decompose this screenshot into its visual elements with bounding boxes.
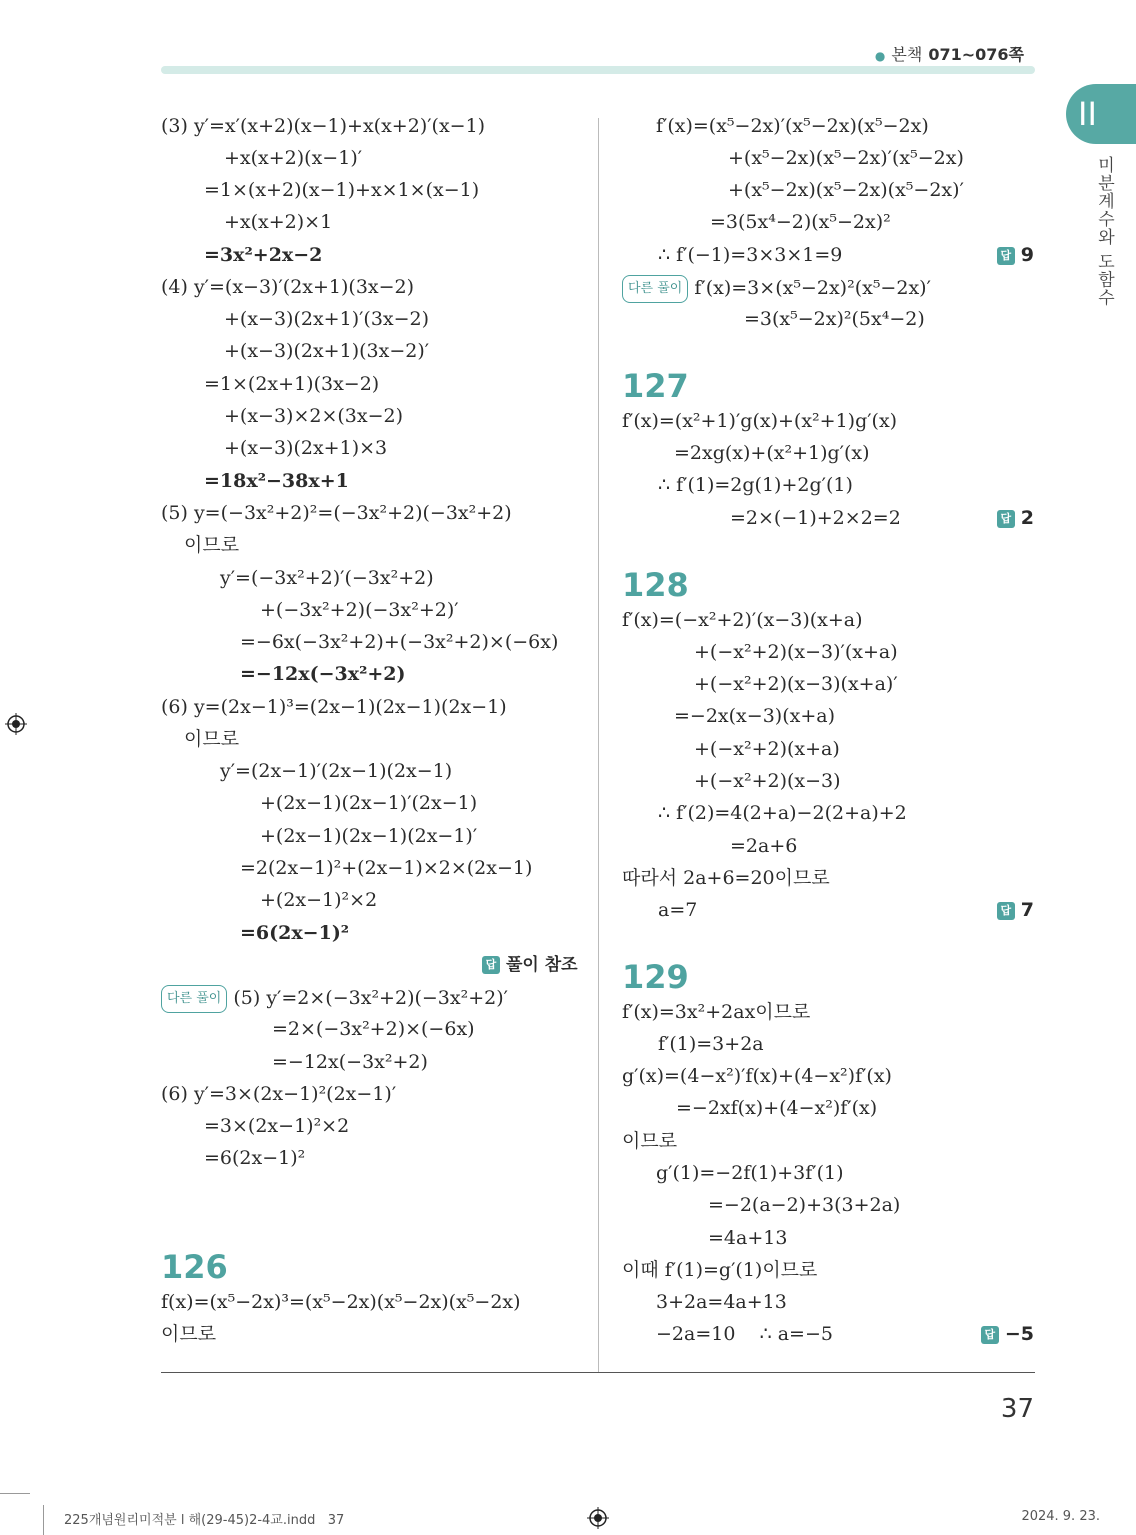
solution-line: (4) y′=(x−3)′(2x+1)(3x−2) [161,276,415,298]
solution-line: y′=(−3x²+2)′(−3x²+2) [220,567,434,589]
solution-line: =−6x(−3x²+2)+(−3x²+2)×(−6x) [240,631,559,653]
solution-line: 이때 f′(1)=g′(1)이므로 [622,1259,818,1281]
solution-result: =6(2x−1)² [240,922,350,944]
solution-line: =−2xf(x)+(4−x²)f′(x) [676,1097,878,1119]
solution-line: 이므로 [161,1323,217,1345]
crop-mark [43,1505,44,1535]
solution-line: a=7 [658,899,698,921]
solution-line: f(x)=(x⁵−2x)³=(x⁵−2x)(x⁵−2x)(x⁵−2x) [161,1291,521,1313]
alt-solution-line: =3(x⁵−2x)²(5x⁴−2) [744,308,925,330]
solution-line: =−2(a−2)+3(3+2a) [708,1194,901,1216]
answer-129: 답 −5 [981,1322,1034,1346]
answer-126: 답 9 [997,243,1034,267]
solution-line: =1×(2x+1)(3x−2) [204,373,380,395]
solution-line: +(x−3)×2×(3x−2) [224,405,404,427]
solution-line: ∴ f′(2)=4(2+a)−2(2+a)+2 [658,802,907,824]
alt-solution-line: =−12x(−3x²+2) [272,1051,428,1073]
solution-line: +(x−3)(2x+1)×3 [224,437,388,459]
solution-line: +(2x−1)²×2 [260,889,378,911]
ref-label: 본책 [891,45,923,64]
answer-icon: 답 [981,1326,999,1344]
chapter-tab: II [1066,84,1136,144]
problem-number-129: 129 [622,958,689,996]
page-number: 37 [1000,1394,1034,1424]
solution-line: ∴ f′(1)=2g(1)+2g′(1) [658,474,853,496]
answer-128: 답 7 [997,898,1034,922]
solution-line: ∴ f′(−1)=3×3×1=9 [658,244,843,266]
footer-date: 2024. 9. 23. [1021,1509,1100,1524]
solution-line: (6) y=(2x−1)³=(2x−1)(2x−1)(2x−1) [161,696,507,718]
answer-icon: 답 [997,902,1015,920]
solution-line: 따라서 2a+6=20이므로 [622,867,830,889]
solution-line: +x(x+2)×1 [224,211,333,233]
solution-line: f′(x)=(−x²+2)′(x−3)(x+a) [622,609,863,631]
ref-pages: 071~076쪽 [928,45,1024,64]
alt-solution-line: =6(2x−1)² [204,1147,306,1169]
footer-file-info: 225개념원리미적분 l 해(29-45)2-4교.indd 37 [64,1513,345,1528]
alt-solution-line: =3×(2x−1)²×2 [204,1115,350,1137]
solution-line: 이므로 [184,728,240,750]
registration-mark-icon [587,1507,609,1529]
solution-line: =3(5x⁴−2)(x⁵−2x)² [710,211,891,233]
solution-line: y′=(2x−1)′(2x−1)(2x−1) [220,760,453,782]
alt-solution-line: (6) y′=3×(2x−1)²(2x−1)′ [161,1083,397,1105]
column-divider [598,118,599,1372]
alt-solution-line: =2×(−3x²+2)×(−6x) [272,1018,475,1040]
header-page-reference [875,42,1024,65]
solution-line: −2a=10 ∴ a=−5 [656,1323,833,1345]
problem-number-127: 127 [622,367,689,405]
answer-reference: 답 풀이 참조 [482,953,578,977]
solution-line: +(−x²+2)(x−3)(x+a)′ [694,673,898,695]
solution-line: +(x⁵−2x)(x⁵−2x)(x⁵−2x)′ [728,179,964,201]
solution-result: =−12x(−3x²+2) [240,663,406,685]
solution-line: =2a+6 [730,835,798,857]
solution-line: (5) y=(−3x²+2)²=(−3x²+2)(−3x²+2) [161,502,512,524]
answer-icon: 답 [997,510,1015,528]
solution-line: (3) y′=x′(x+2)(x−1)+x(x+2)′(x−1) [161,115,486,137]
alt-solution-line: 다른 풀이 (5) y′=2×(−3x²+2)(−3x²+2)′ [161,985,508,1013]
alt-solution-line: 다른 풀이 f′(x)=3×(x⁵−2x)²(x⁵−2x)′ [622,275,931,303]
solution-line: =2×(−1)+2×2=2 [730,507,901,529]
answer-icon: 답 [482,956,500,974]
solution-line: +(x−3)(2x+1)(3x−2)′ [224,340,430,362]
bullet-icon: ● [874,49,886,63]
solution-line: +(−3x²+2)(−3x²+2)′ [260,599,459,621]
solution-line: 이므로 [184,534,240,556]
solution-line: f′(1)=3+2a [658,1033,764,1055]
top-bar [161,66,1035,74]
crop-mark [0,1493,30,1494]
problem-number-126: 126 [161,1248,228,1286]
chapter-title: 미분계수와 도함수 [1094,156,1114,307]
alt-solution-badge: 다른 풀이 [622,275,688,303]
solution-line: 3+2a=4a+13 [656,1291,787,1313]
solution-line: g′(1)=−2f(1)+3f′(1) [656,1162,844,1184]
solution-line: +(x⁵−2x)(x⁵−2x)′(x⁵−2x) [728,147,964,169]
bottom-rule [161,1372,1035,1373]
solution-result: =3x²+2x−2 [204,244,323,266]
solution-line: g′(x)=(4−x²)′f(x)+(4−x²)f′(x) [622,1065,892,1087]
solution-line: f′(x)=3x²+2ax이므로 [622,1001,811,1023]
solution-line: +(−x²+2)(x−3)′(x+a) [694,641,898,663]
answer-127: 답 2 [997,506,1034,530]
solution-result: =18x²−38x+1 [204,470,349,492]
solution-line: f′(x)=(x⁵−2x)′(x⁵−2x)(x⁵−2x) [656,115,929,137]
solution-line: =1×(x+2)(x−1)+x×1×(x−1) [204,179,480,201]
solution-line: =2(2x−1)²+(2x−1)×2×(2x−1) [240,857,533,879]
solution-line: =−2x(x−3)(x+a) [674,705,835,727]
alt-solution-badge: 다른 풀이 [161,985,227,1013]
registration-mark-icon [5,713,27,735]
solution-line: +(2x−1)(2x−1)′(2x−1) [260,792,478,814]
problem-number-128: 128 [622,566,689,604]
solution-line: +x(x+2)(x−1)′ [224,147,363,169]
solution-line: +(x−3)(2x+1)′(3x−2) [224,308,430,330]
solution-line: +(−x²+2)(x+a) [694,738,840,760]
solution-line: =4a+13 [708,1227,788,1249]
answer-icon: 답 [997,247,1015,265]
solution-line: +(2x−1)(2x−1)(2x−1)′ [260,825,478,847]
solution-line: f′(x)=(x²+1)′g(x)+(x²+1)g′(x) [622,410,898,432]
solution-line: +(−x²+2)(x−3) [694,770,841,792]
solution-line: 이므로 [622,1130,678,1152]
solution-line: =2xg(x)+(x²+1)g′(x) [674,442,870,464]
